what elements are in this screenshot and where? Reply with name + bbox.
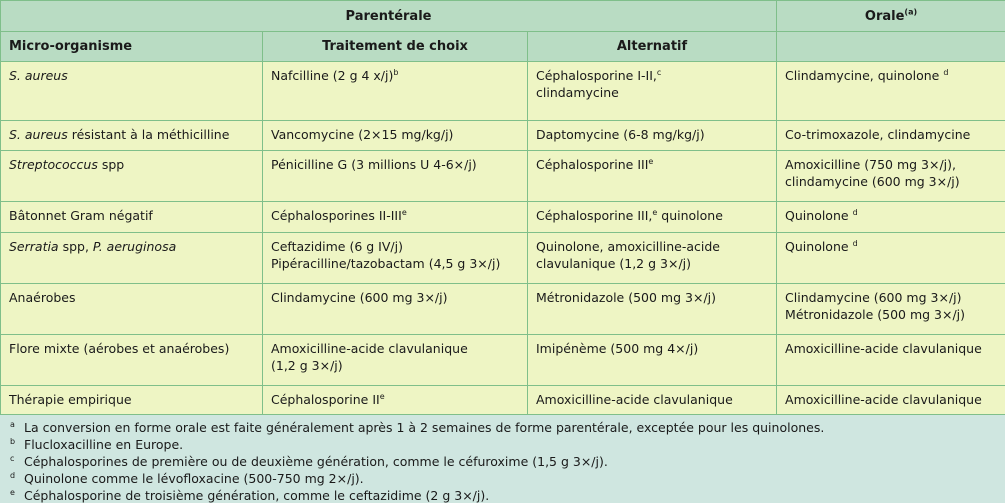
footnote: c Céphalosporines de première ou de deuxième génération, comme le céfuroxime (1,5 g 3×/j). [10,453,997,470]
cell-orale: Amoxicilline-acide clavulanique [777,386,1005,415]
table-row [1,151,1005,202]
header-row-top [1,1,1005,32]
footnote: e Céphalosporine de troisième génération, comme le ceftazidime (2 g 3×/j). [10,487,997,504]
footnotes [0,415,1005,503]
cell-micro: Bâtonnet Gram négatif [1,202,263,233]
cell-traitement: Clindamycine (600 mg 3×/j) [263,284,528,335]
header-alternatif: Alternatif [528,32,777,62]
header-empty [777,32,1005,62]
cell-orale: Co-trimoxazole, clindamycine [777,121,1005,151]
cell-alternatif: Imipénème (500 mg 4×/j) [528,335,777,386]
cell-orale: Clindamycine, quinolone $^d$ [777,62,1005,121]
cell-alternatif: Céphalosporine IIIe [528,151,777,202]
cell-alternatif: Daptomycine (6-8 mg/kg/j) [528,121,777,151]
table-row [1,121,1005,151]
footnote: b Flucloxacilline en Europe. [10,436,997,453]
footnote: d Quinolone comme le lévofloxacine (500-750 mg 2×/j). [10,470,997,487]
cell-orale: Amoxicilline (750 mg 3×/j), clindamycine (600 mg 3×/j) [777,151,1005,202]
cell-alternatif: Quinolone, amoxicilline-acide clavulanique (1,2 g 3×/j) [528,233,777,284]
header-traitement: Traitement de choix [263,32,528,62]
cell-traitement: Céphalosporine IIe [263,386,528,415]
table-row [1,335,1005,386]
cell-traitement: Amoxicilline-acide clavulanique (1,2 g 3×/j) [263,335,528,386]
header-micro: Micro-organisme [1,32,263,62]
cell-micro: S. aureus [1,62,263,121]
cell-traitement: Nafcilline (2 g 4 x/j)$^b$ [263,62,528,121]
cell-orale: Amoxicilline-acide clavulanique [777,335,1005,386]
cell-micro: Thérapie empirique [1,386,263,415]
header-row-columns [1,32,1005,62]
cell-orale: Quinolone $^d$ [777,202,1005,233]
cell-micro: Anaérobes [1,284,263,335]
table-row [1,284,1005,335]
cell-alternatif: Métronidazole (500 mg 3×/j) [528,284,777,335]
cell-traitement: Vancomycine (2×15 mg/kg/j) [263,121,528,151]
header-orale: Orale$^{(a)}$ [777,1,1005,32]
cell-micro: S. aureus résistant à la méthicilline [1,121,263,151]
table-row [1,386,1005,415]
cell-traitement: Céphalosporines II-IIIe [263,202,528,233]
cell-alternatif: Céphalosporine III,$^e$ quinolone [528,202,777,233]
cell-alternatif: Céphalosporine I-II,$^c$ clindamycine [528,62,777,121]
cell-alternatif: Amoxicilline-acide clavulanique [528,386,777,415]
table-row [1,233,1005,284]
footnote: a La conversion en forme orale est faite généralement après 1 à 2 semaines de forme parentérale, exceptée pour les quinolones. [10,419,997,436]
table-row [1,62,1005,121]
cell-micro: Streptococcus spp [1,151,263,202]
cell-orale: Clindamycine (600 mg 3×/j) Métronidazole (500 mg 3×/j) [777,284,1005,335]
cell-orale: Quinolone $^d$ [777,233,1005,284]
cell-traitement: Ceftazidime (6 g IV/j) Pipéracilline/tazobactam (4,5 g 3×/j) [263,233,528,284]
cell-traitement: Pénicilline G (3 millions U 4-6×/j) [263,151,528,202]
header-parenterale: Parentérale [1,1,777,32]
cell-micro: Flore mixte (aérobes et anaérobes) [1,335,263,386]
cell-micro: Serratia spp, P. aeruginosa [1,233,263,284]
table-row [1,202,1005,233]
